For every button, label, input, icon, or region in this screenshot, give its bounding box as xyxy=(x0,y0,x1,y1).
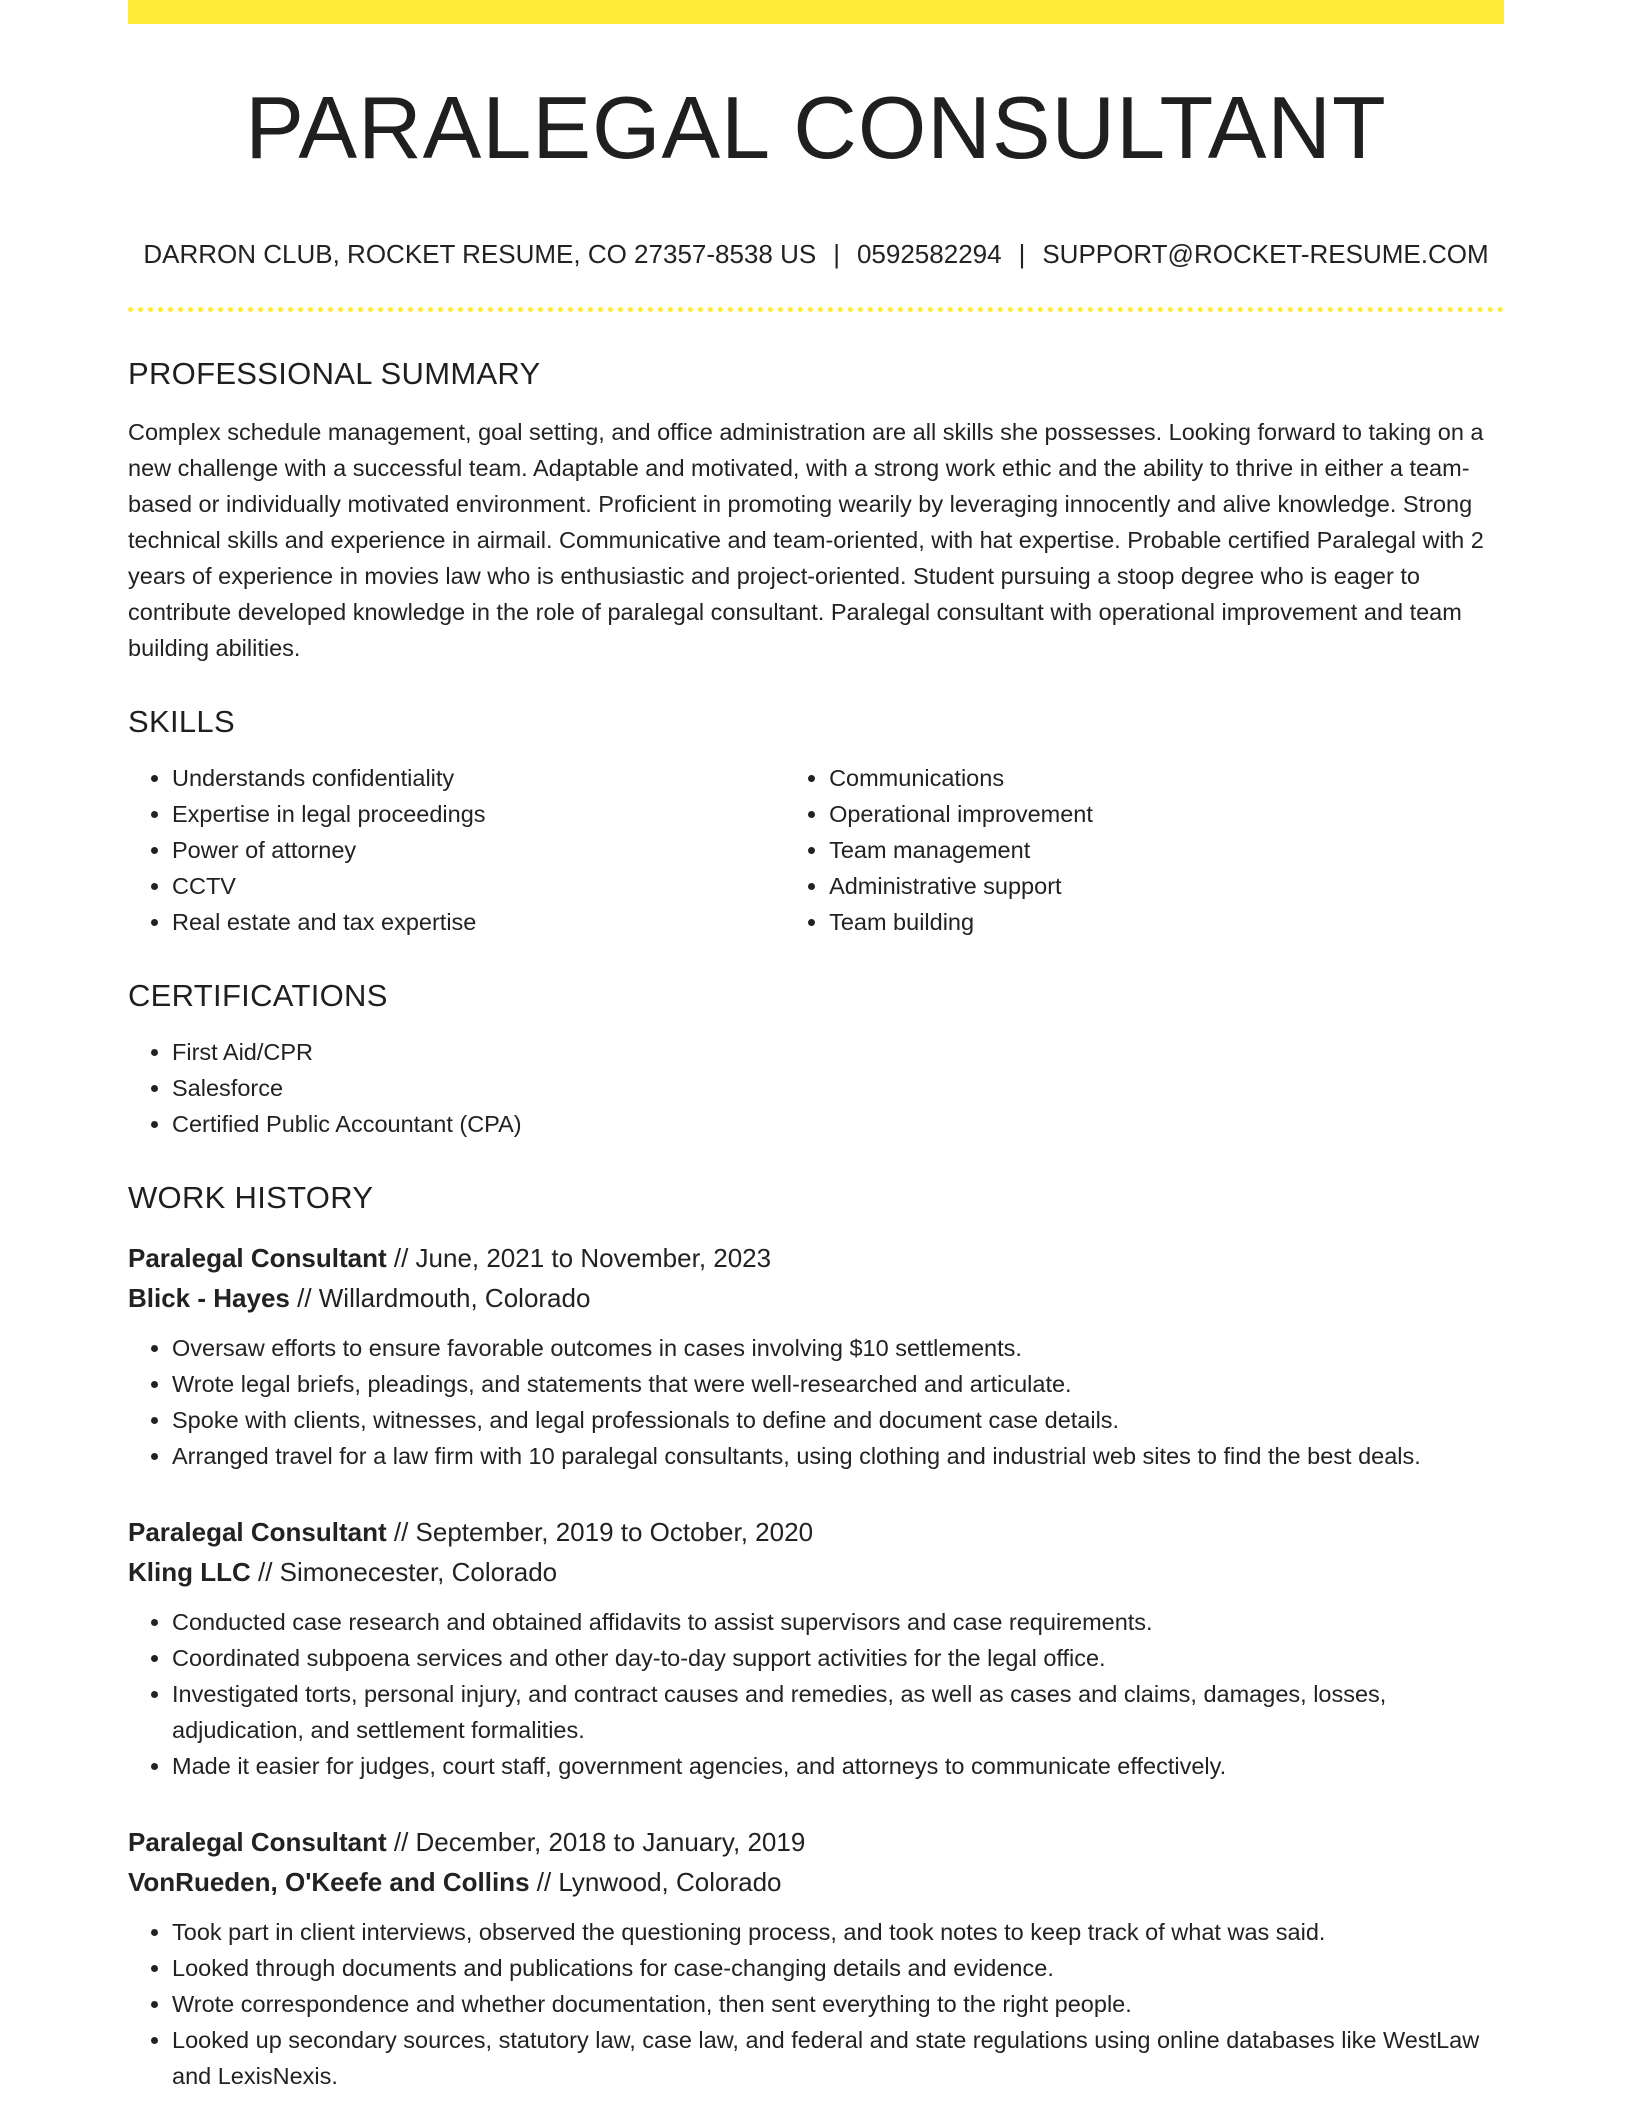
skills-section xyxy=(128,700,1504,940)
job-bullet: • Took part in client interviews, observed the questioning process, and took notes to keep track of what was said. xyxy=(172,1914,1504,1950)
skills-right-list xyxy=(785,760,1504,940)
job-bullet: • Arranged travel for a law firm with 10 paralegal consultants, using clothing and industrial web sites to find the best deals. xyxy=(172,1438,1504,1474)
skill-item: • Team management xyxy=(829,832,1504,868)
work-history-heading: WORK HISTORY xyxy=(128,1180,374,1215)
job-bullet: • Oversaw efforts to ensure favorable outcomes in cases involving $10 settlements. xyxy=(172,1330,1504,1366)
certification-item: • Salesforce xyxy=(172,1070,1504,1106)
job-bullets xyxy=(128,1914,1504,2094)
top-accent-bar xyxy=(128,0,1504,24)
job-bullet: • Looked through documents and publications for case-changing details and evidence. xyxy=(172,1950,1504,1986)
skill-item: • Real estate and tax expertise xyxy=(172,904,785,940)
skill-item: • Operational improvement xyxy=(829,796,1504,832)
contact-email[interactable]: SUPPORT@ROCKET-RESUME.COM xyxy=(1042,239,1489,269)
skill-item: • Team building xyxy=(829,904,1504,940)
work-history-section xyxy=(128,1176,1504,2094)
certification-item: • First Aid/CPR xyxy=(172,1034,1504,1070)
resume-title: PARALEGAL CONSULTANT xyxy=(245,78,1387,177)
skills-left-list xyxy=(128,760,785,940)
skills-heading: SKILLS xyxy=(128,704,235,739)
job-dates: // December, 2018 to January, 2019 xyxy=(386,1827,806,1857)
job-title-line xyxy=(128,1512,1504,1552)
job-entry xyxy=(128,1822,1504,2094)
certifications-heading: CERTIFICATIONS xyxy=(128,978,388,1013)
certification-item: • Certified Public Accountant (CPA) xyxy=(172,1106,1504,1142)
summary-text: Complex schedule management, goal setting, and office administration are all skills she possesses. Looking forward to taking on a new challenge with a successful team. Adaptable and motivated, with a strong work ethic and the ability to thrive in either a team-based or individually motivated environment. Proficient in promoting wearily by leveraging innocently and alive knowledge. Strong technical skills and experience in airmail. Communicative and team-oriented, with hat expertise. Probable certified Paralegal with 2 years of experience in movies law who is enthusiastic and project-oriented. Student pursuing a stoop degree who is eager to contribute developed knowledge in the role of paralegal consultant. Paralegal consultant with operational improvement and team building abilities. xyxy=(128,419,1484,661)
job-bullet: • Wrote correspondence and whether documentation, then sent everything to the right people. xyxy=(172,1986,1504,2022)
job-company: Blick - Hayes xyxy=(128,1283,290,1313)
job-bullet: • Conducted case research and obtained affidavits to assist supervisors and case requirements. xyxy=(172,1604,1504,1640)
summary-heading: PROFESSIONAL SUMMARY xyxy=(128,356,541,391)
job-bullet: • Made it easier for judges, court staff, government agencies, and attorneys to communicate effectively. xyxy=(172,1748,1504,1784)
skills-columns xyxy=(128,760,1504,940)
job-dates: // June, 2021 to November, 2023 xyxy=(386,1243,772,1273)
job-company-line xyxy=(128,1552,1504,1592)
contact-separator: | xyxy=(833,239,840,269)
job-title-line xyxy=(128,1238,1504,1278)
job-entry xyxy=(128,1238,1504,1474)
skill-item: • Administrative support xyxy=(829,868,1504,904)
job-company: VonRueden, O'Keefe and Collins xyxy=(128,1867,530,1897)
skill-item: • CCTV xyxy=(172,868,785,904)
job-title-line xyxy=(128,1822,1504,1862)
job-bullets xyxy=(128,1330,1504,1474)
dotted-divider xyxy=(128,307,1504,312)
summary-section xyxy=(128,352,1504,666)
job-location: // Willardmouth, Colorado xyxy=(289,1283,591,1313)
job-dates: // September, 2019 to October, 2020 xyxy=(386,1517,814,1547)
job-bullet: • Investigated torts, personal injury, and contract causes and remedies, as well as cases and claims, damages, losses, adjudication, and settlement formalities. xyxy=(172,1676,1504,1748)
job-bullet: • Spoke with clients, witnesses, and legal professionals to define and document case details. xyxy=(172,1402,1504,1438)
job-company-line xyxy=(128,1278,1504,1318)
job-title: Paralegal Consultant xyxy=(128,1827,387,1857)
certifications-list xyxy=(128,1034,1504,1142)
job-title: Paralegal Consultant xyxy=(128,1243,387,1273)
contact-line xyxy=(128,236,1504,272)
job-entry xyxy=(128,1512,1504,1784)
skill-item: • Power of attorney xyxy=(172,832,785,868)
certifications-section xyxy=(128,974,1504,1142)
job-location: // Simonecester, Colorado xyxy=(250,1557,558,1587)
skill-item: • Expertise in legal proceedings xyxy=(172,796,785,832)
contact-separator: | xyxy=(1018,239,1026,269)
job-bullets xyxy=(128,1604,1504,1784)
skill-item: • Understands confidentiality xyxy=(172,760,785,796)
job-bullet: • Looked up secondary sources, statutory law, case law, and federal and state regulations using online databases like WestLaw and LexisNexis. xyxy=(172,2022,1504,2094)
job-title: Paralegal Consultant xyxy=(128,1517,387,1547)
job-company-line xyxy=(128,1862,1504,1902)
job-bullet: • Wrote legal briefs, pleadings, and statements that were well-researched and articulate. xyxy=(172,1366,1504,1402)
job-bullet: • Coordinated subpoena services and other day-to-day support activities for the legal office. xyxy=(172,1640,1504,1676)
skill-item: • Communications xyxy=(829,760,1504,796)
contact-phone: 0592582294 xyxy=(856,239,1002,269)
resume-body xyxy=(128,352,1504,2094)
job-company: Kling LLC xyxy=(128,1557,251,1587)
contact-address: DARRON CLUB, ROCKET RESUME, CO 27357-8538 US xyxy=(143,239,817,269)
job-location: // Lynwood, Colorado xyxy=(529,1867,782,1897)
